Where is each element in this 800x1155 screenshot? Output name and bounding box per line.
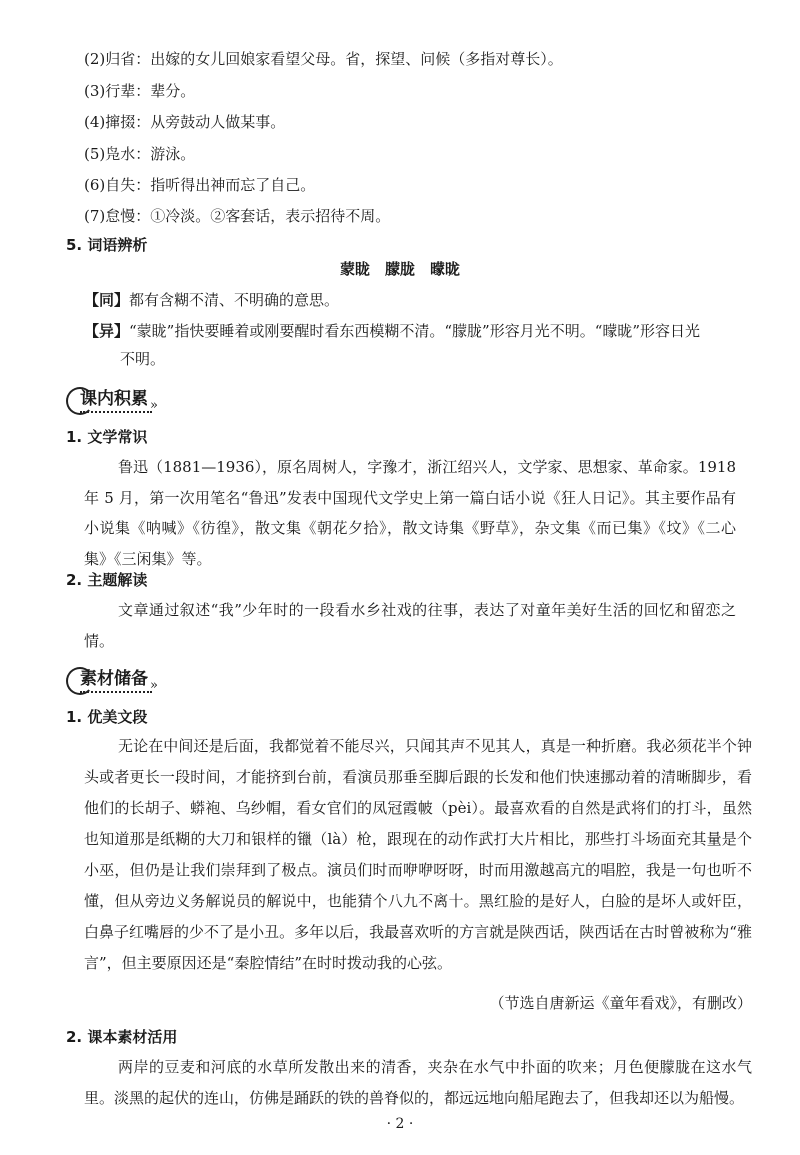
same-text: 都有含糊不清、不明确的意思。 — [129, 291, 340, 309]
usage-heading: 2. 课本素材活用 — [66, 1028, 178, 1046]
section-header-material — [66, 661, 158, 695]
definition-item: (5)凫水：游泳。 — [84, 145, 196, 163]
theme-heading: 2. 主题解读 — [66, 571, 148, 589]
section-title: 课内积累 — [80, 384, 152, 413]
passage-heading: 1. 优美文段 — [66, 708, 148, 726]
passage-source: （节选自唐新运《童年看戏》，有删改） — [489, 994, 752, 1012]
word-analysis-heading: 5. 词语辨析 — [66, 236, 148, 254]
arrow-icon: » — [150, 677, 158, 693]
literature-text: 鲁迅（1881—1936），原名周树人，字豫才，浙江绍兴人，文学家、思想家、革命家。1918 年 5 月，第一次用笔名“鲁迅”发表中国现代文学史上第一篇白话小说《狂人日记》。其主要作品有小说集《呐喊》《彷徨》，散文集《朝花夕拾》，散文诗集《野草》，杂文集《而已集》《坟》《二心集》《三闲集》等。 — [84, 458, 736, 568]
definition-item: (6)自失：指听得出神而忘了自己。 — [84, 176, 316, 194]
page-number: · 2 · — [386, 1116, 414, 1132]
definition-item: (4)撺掇：从旁鼓动人做某事。 — [84, 113, 286, 131]
passage-text: 无论在中间还是后面，我都觉着不能尽兴，只闻其声不见其人，真是一种折磨。我必须花半个钟头或者更长一段时间，才能挤到台前，看演员那垂至脚后跟的长发和他们快速挪动着的清晰脚步，看他们的长胡子、蟒袍、乌纱帽，看女官们的凤冠霞帔（pèi）。最喜欢看的自然是武将们的打斗，虽然也知道那是纸糊的大刀和银样的镴（là）枪，跟现在的动作武打大片相比，那些打斗场面充其量是个小巫，但仍是让我们崇拜到了极点。演员们时而咿咿呀呀，时而用激越高亢的唱腔，我是一句也听不懂，但从旁边义务解说员的解说中，也能猜个八九不离十。黑红脸的是好人，白脸的是坏人或奸臣，白鼻子红嘴唇的少不了是小丑。多年以后，我最喜欢听的方言就是陕西话，陕西话在古时曾被称为“雅言”，但主要原因还是“秦腔情结”在时时拨动我的心弦。 — [84, 737, 752, 972]
definition-item: (7)怠慢：①冷淡。②客套话，表示招待不周。 — [84, 207, 391, 225]
diff-text: “蒙眬”指快要睡着或刚要醒时看东西模糊不清。“朦胧”形容月光不明。“曚昽”形容日光 — [129, 322, 701, 340]
same-tag: 【同】 — [84, 291, 130, 309]
definition-item: (3)行辈：辈分。 — [84, 82, 196, 100]
usage-text: 两岸的豆麦和河底的水草所发散出来的清香，夹杂在水气中扑面的吹来；月色便朦胧在这水气里。淡黑的起伏的连山，仿佛是踊跃的铁的兽脊似的，都远远地向船尾跑去了，但我却还以为船慢。 — [84, 1058, 752, 1107]
word-analysis-words: 蒙眬 朦胧 曚昽 — [339, 260, 460, 278]
definition-item: (2)归省：出嫁的女儿回娘家看望父母。省，探望、问候（多指对尊长）。 — [84, 50, 563, 68]
section-header-accumulation — [66, 381, 158, 415]
diff-text-continued: 不明。 — [120, 350, 166, 368]
same-row — [84, 289, 339, 311]
diff-tag: 【异】 — [84, 322, 130, 340]
diff-row — [84, 320, 700, 342]
section-title: 素材储备 — [80, 664, 152, 693]
theme-text: 文章通过叙述“我”少年时的一段看水乡社戏的往事，表达了对童年美好生活的回忆和留恋之情。 — [84, 601, 736, 650]
arrow-icon: » — [150, 397, 158, 413]
literature-heading: 1. 文学常识 — [66, 428, 148, 446]
